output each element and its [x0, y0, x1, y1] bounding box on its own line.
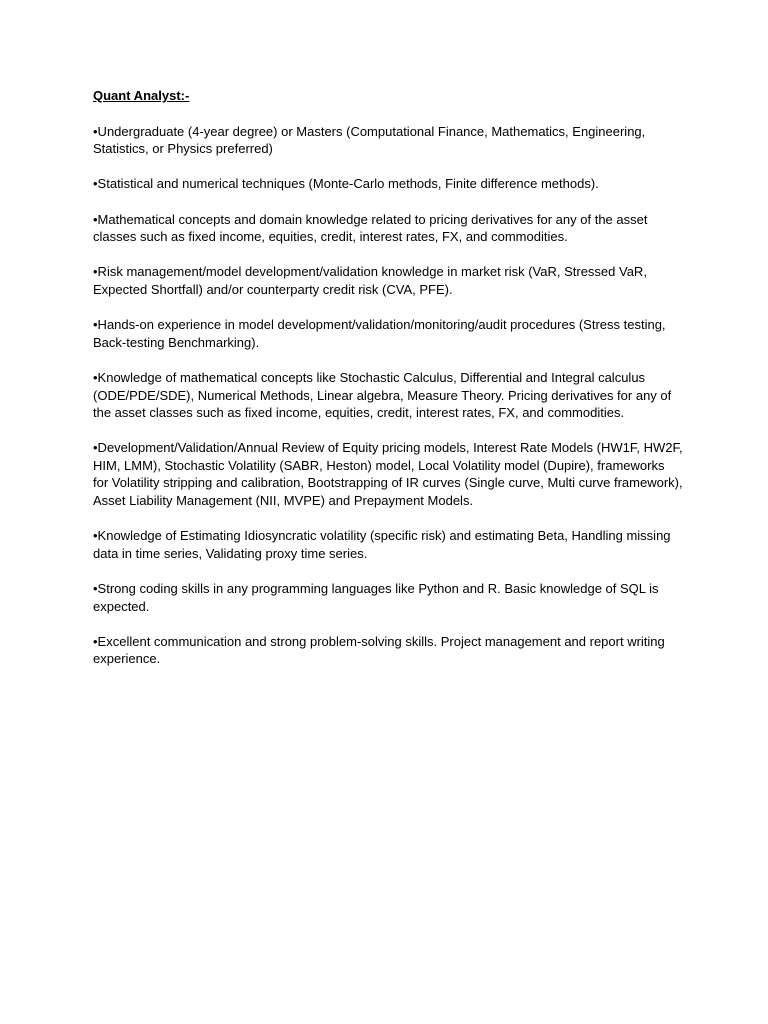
paragraph-idiosyncratic-volatility: •Knowledge of Estimating Idiosyncratic volatility (specific risk) and estimating Beta, Handling missing data in time series, Validating proxy time series.: [93, 528, 671, 561]
paragraph-model-review: •Development/Validation/Annual Review of Equity pricing models, Interest Rate Models (HW1F, HW2F, HIM, LMM), Stochastic Volatility (SABR, Heston) model, Local Volatility model (Dupire), frameworks for Volatility stripping and calibration, Bootstrapping of IR curves (Single curve, Multi curve framework), Asset Liability Management (NII, MVPE) and Prepayment Models.: [93, 440, 683, 509]
paragraph-coding-skills: •Strong coding skills in any programming languages like Python and R. Basic knowledge of SQL is expected.: [93, 581, 659, 614]
document-body: [93, 87, 683, 686]
paragraph-risk-management: •Risk management/model development/validation knowledge in market risk (VaR, Stressed VaR, Expected Shortfall) and/or counterparty credit risk (CVA, PFE).: [93, 264, 647, 297]
paragraph-derivatives-pricing: •Mathematical concepts and domain knowledge related to pricing derivatives for any of the asset classes such as fixed income, equities, credit, interest rates, FX, and commodities.: [93, 211, 648, 245]
document-heading: Quant Analyst:-: [93, 88, 190, 103]
paragraph-mathematical-concepts: •Knowledge of mathematical concepts like Stochastic Calculus, Differential and Integral calculus (ODE/PDE/SDE), Numerical Methods, Linear algebra, Measure Theory. Pricing derivatives for any of the asset classes such as fixed income, equities, credit, interest rates, FX, and commodities.: [93, 369, 672, 421]
paragraph-numerical-techniques: •Statistical and numerical techniques (Monte-Carlo methods, Finite difference methods).: [93, 176, 599, 192]
paragraph-communication-skills: •Excellent communication and strong problem-solving skills. Project management and report writing experience.: [93, 633, 665, 667]
paragraph-hands-on-experience: •Hands-on experience in model development/validation/monitoring/audit procedures (Stress testing, Back-testing Benchmarking).: [93, 317, 666, 350]
paragraph-education: •Undergraduate (4-year degree) or Masters (Computational Finance, Mathematics, Engineering, Statistics, or Physics preferred): [93, 123, 646, 157]
